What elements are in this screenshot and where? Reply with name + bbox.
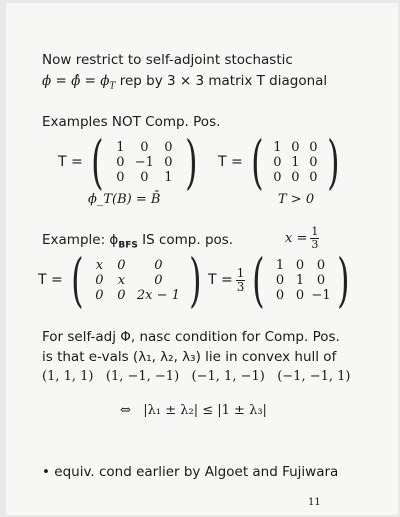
- left-paren: (: [252, 246, 265, 314]
- example-bfs-rest: IS comp. pos.: [137, 232, 234, 248]
- examples-not-heading: Examples NOT Comp. Pos.: [42, 114, 221, 130]
- bfs-subscript: BFS: [118, 240, 138, 251]
- caption-T-positive: T > 0: [278, 192, 315, 207]
- matrix-cell: 0: [309, 154, 318, 170]
- matrix-cell: 1: [164, 169, 173, 185]
- matrix-cell: 0: [273, 154, 282, 170]
- matrix-cell: 0: [95, 287, 104, 303]
- matrix-cell: 0: [164, 139, 173, 155]
- matrix-cell: 1: [295, 272, 305, 288]
- matrix-cell: 0: [291, 169, 300, 185]
- fraction-numerator: 1: [311, 225, 319, 238]
- matrix-label: T =: [208, 272, 233, 288]
- matrix-cell: 1: [116, 139, 125, 155]
- matrix-label: T =: [38, 272, 63, 288]
- matrix-third-diag-1-1-neg1: [208, 246, 355, 314]
- matrix-cell: −1: [134, 154, 154, 170]
- intro-line-2: [42, 73, 327, 92]
- matrix-cell: 0: [140, 139, 149, 155]
- matrix-cell: 0: [116, 169, 125, 185]
- right-paren: ): [185, 128, 198, 196]
- matrix-diag-x-x-2x-minus-1: [38, 246, 207, 314]
- condition-line-1: For self-adj Φ, nasc condition for Comp. Pos.: [42, 329, 340, 345]
- bullet-icon: •: [42, 464, 50, 480]
- matrix-cells: [88, 258, 184, 303]
- matrix-cell: 0: [95, 272, 104, 288]
- matrix-cell: 2x − 1: [136, 287, 180, 303]
- condition-line-2: is that e-vals (λ₁, λ₂, λ₃) lie in convex hull of: [42, 349, 337, 365]
- caption-phi-T-B: ϕ_T(B) = B̄: [88, 192, 161, 207]
- matrix-cell: 0: [154, 272, 163, 288]
- matrix-cell: 0: [140, 169, 149, 185]
- matrix-cell: 0: [316, 272, 326, 288]
- slide-page: [6, 3, 398, 515]
- coefficient-denominator: 3: [236, 279, 245, 294]
- matrix-cell: 0: [117, 257, 126, 273]
- matrix-diag-1-1-0: [218, 128, 345, 196]
- left-paren: (: [90, 128, 104, 196]
- matrix-cell: 1: [273, 139, 282, 155]
- phi-subscript: T: [109, 81, 116, 92]
- matrix-cell: 0: [291, 139, 300, 155]
- matrix-cell: 0: [275, 287, 285, 303]
- matrix-diag-1-neg1-1: [58, 128, 203, 196]
- x-equals-third: [285, 226, 319, 250]
- x-equals-label: x =: [285, 230, 308, 246]
- matrix-cell: x: [117, 272, 126, 288]
- matrix-cell: 0: [154, 257, 163, 273]
- left-paren: (: [250, 128, 264, 196]
- right-paren: ): [189, 246, 202, 314]
- page-number: 11: [308, 497, 321, 508]
- matrix-cell: 0: [295, 287, 305, 303]
- intro-line-2-text: rep by 3 × 3 matrix T diagonal: [115, 73, 328, 89]
- matrix-label: T =: [58, 154, 83, 170]
- right-paren: ): [337, 246, 350, 314]
- coefficient-numerator: 1: [236, 265, 245, 280]
- right-paren: ): [327, 128, 340, 196]
- matrix-cell: x: [95, 257, 104, 273]
- note-text: equiv. cond earlier by Algoet and Fujiwara: [54, 464, 339, 480]
- matrix-cell: 1: [291, 154, 300, 170]
- matrix-cell: 0: [116, 154, 125, 170]
- matrix-cell: −1: [311, 287, 331, 303]
- phi-equation: ϕ = ϕ̂ = ϕ: [42, 73, 110, 89]
- one-third-coefficient: [236, 267, 246, 293]
- intro-line-1: Now restrict to self-adjoint stochastic: [42, 52, 293, 68]
- equivalence-condition: ⇔ |λ₁ ± λ₂| ≤ |1 ± λ₃|: [120, 403, 267, 418]
- matrix-cell: 0: [309, 169, 318, 185]
- left-paren: (: [70, 246, 84, 314]
- one-third-fraction: [310, 226, 319, 250]
- matrix-cell: 1: [275, 257, 285, 273]
- matrix-cell: 0: [273, 169, 282, 185]
- matrix-cell: 0: [316, 257, 326, 273]
- matrix-cell: 0: [164, 154, 173, 170]
- convex-hull-points: (1, 1, 1) (1, −1, −1) (−1, 1, −1) (−1, −1, 1): [42, 369, 351, 384]
- matrix-label: T =: [218, 154, 243, 170]
- matrix-cells: [270, 258, 332, 303]
- matrix-cells: [108, 140, 180, 185]
- fraction-denominator: 3: [311, 237, 319, 251]
- matrix-cell: 0: [309, 139, 318, 155]
- matrix-cell: 0: [275, 272, 285, 288]
- matrix-cells: [268, 140, 322, 185]
- matrix-cell: 0: [295, 257, 305, 273]
- example-bfs-prefix: Example: ϕ: [42, 232, 119, 248]
- matrix-cell: 0: [117, 287, 126, 303]
- note-line: [42, 464, 338, 480]
